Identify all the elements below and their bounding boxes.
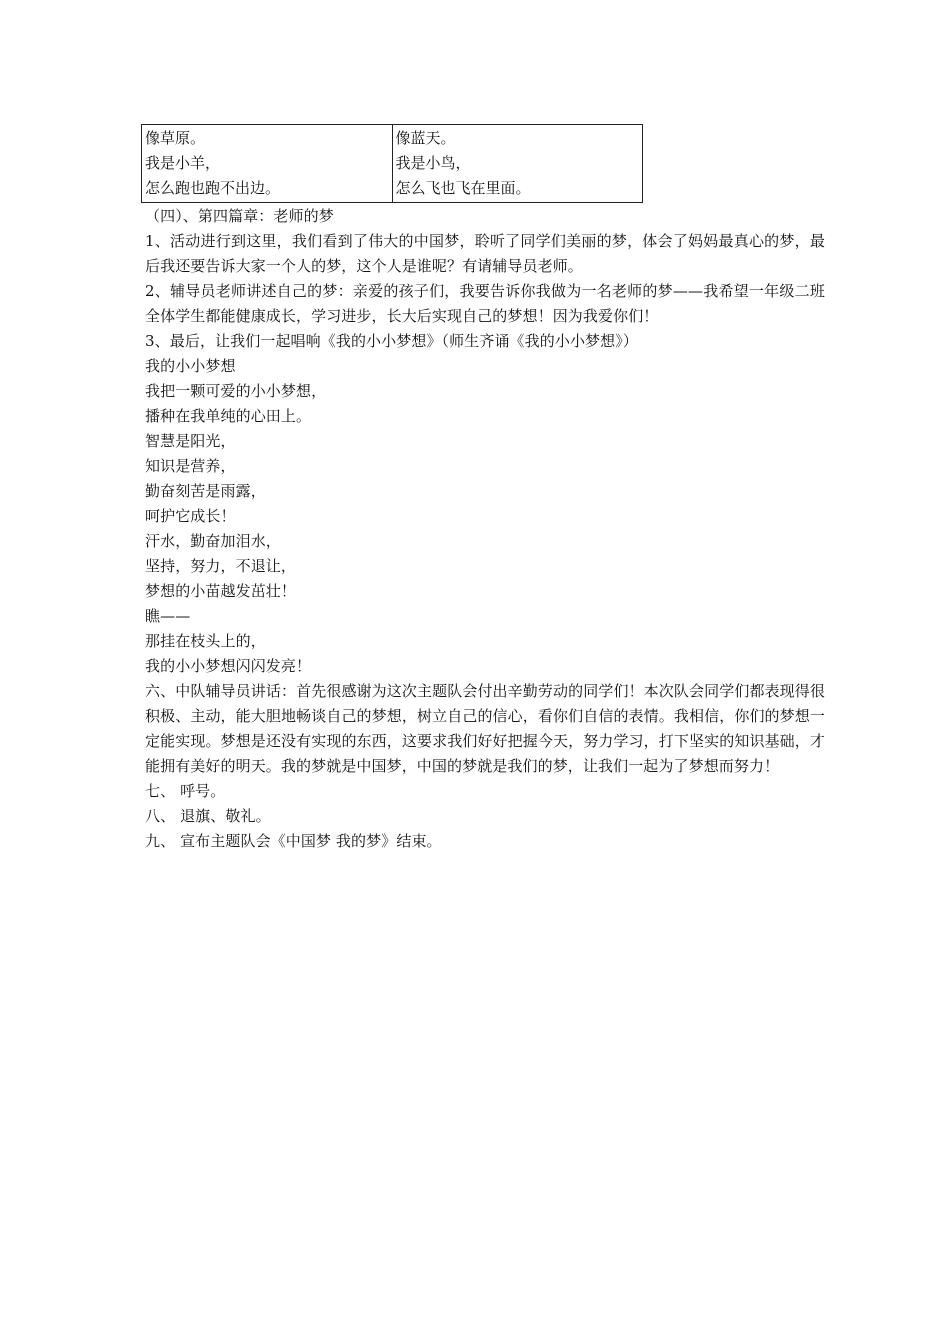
table-right-line-2: 我是小鸟， [395,154,471,172]
document-page [145,124,825,854]
table-left-line-3: 怎么跑也跑不出边。 [145,179,281,197]
document-body [145,204,825,854]
poem-table [141,124,643,203]
poem-table-left-cell [142,125,393,203]
paragraph-closing: 九、 宣布主题队会《中国梦 我的梦》结束。 [145,832,442,850]
poem-line: 梦想的小苗越发茁壮！ [145,582,297,600]
table-left-line-2: 我是小羊， [145,154,221,172]
poem-line: 呵护它成长！ [145,507,236,525]
poem-table-right-cell [392,125,643,203]
table-right-line-1: 像蓝天。 [395,129,456,147]
poem-line: 我的小小梦想闪闪发亮！ [145,657,312,675]
paragraph-sing-together: 3、最后，让我们一起唱响《我的小小梦想》（师生齐诵《我的小小梦想》） [145,332,638,350]
poem-line: 智慧是阳光， [145,432,236,450]
table-left-line-1: 像草原。 [145,129,206,147]
poem-line: 播种在我单纯的心田上。 [145,407,312,425]
poem-line: 我把一颗可爱的小小梦想， [145,382,327,400]
section-heading-teacher-dream: （四）、第四篇章：老师的梦 [145,207,334,225]
poem-line: 汗水，勤奋加泪水， [145,532,281,550]
poem-line: 坚持，努力，不退让， [145,557,297,575]
poem-line: 知识是营养， [145,457,236,475]
poem-line: 勤奋刻苦是雨露， [145,482,266,500]
paragraph-slogan: 七、 呼号。 [145,782,226,800]
poem-title: 我的小小梦想 [145,357,236,375]
paragraph-teacher-dream: 2、辅导员老师讲述自己的梦：亲爱的孩子们，我要告诉你我做为一名老师的梦——我希望一年级二班全体学生都能健康成长，学习进步，长大后实现自己的梦想！因为我爱你们！ [145,282,825,325]
table-right-line-3: 怎么飞也飞在里面。 [395,179,531,197]
poem-line: 那挂在枝头上的， [145,632,266,650]
poem-line: 瞧—— [145,607,191,625]
paragraph-activity-intro: 1、活动进行到这里，我们看到了伟大的中国梦，聆听了同学们美丽的梦，体会了妈妈最真心的梦，最后我还要告诉大家一个人的梦，这个人是谁呢？有请辅导员老师。 [145,232,825,275]
paragraph-counselor-speech: 六、中队辅导员讲话：首先很感谢为这次主题队会付出辛勤劳动的同学们！本次队会同学们都表现得很积极、主动，能大胆地畅谈自己的梦想，树立自己的信心，看你们自信的表情。我相信，你们的梦想一定能实现。梦想是还没有实现的东西，这要求我们好好把握今天，努力学习，打下坚实的知识基础，才能拥有美好的明天。我的梦就是中国梦，中国的梦就是我们的梦，让我们一起为了梦想而努力！ [145,682,825,775]
paragraph-retire-flag: 八、 退旗、敬礼。 [145,807,271,825]
